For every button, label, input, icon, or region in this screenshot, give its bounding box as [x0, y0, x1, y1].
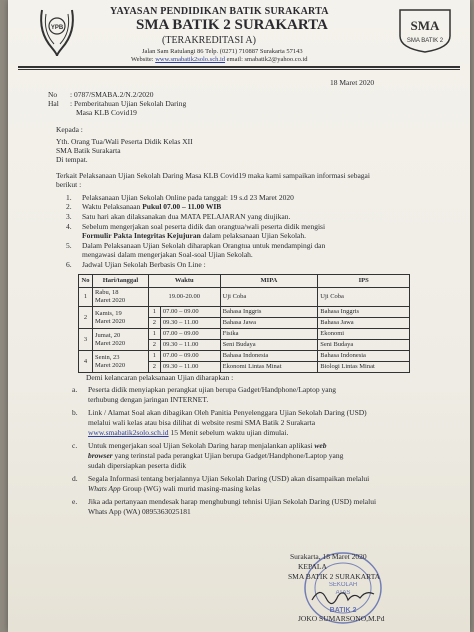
principal-name: JOKO SUMARSONO,M.Pd	[298, 614, 385, 623]
recipient-name: Yth. Orang Tua/Wali Peserta Didik Kelas XII	[56, 137, 193, 146]
table-cell: 07.00 – 09.00	[160, 307, 220, 318]
letter-page	[8, 0, 470, 632]
school-logo-icon	[394, 6, 456, 54]
item-4-number: 4.	[66, 222, 72, 231]
foundation-name: YAYASAN PENDIDIKAN BATIK SURAKARTA	[110, 6, 329, 17]
table-cell: 1	[148, 351, 160, 362]
subject-label: Hal	[48, 99, 59, 108]
foundation-logo-icon	[34, 4, 80, 58]
table-cell: Bahasa Inggris	[318, 307, 410, 318]
table-cell: Ekonomi Lintas Minat	[220, 362, 318, 373]
school-contact: Website: www.smabatik2solo.sch.id email: smabatik2@yahoo.co.id	[131, 56, 308, 63]
table-cell: Bahasa Inggris	[220, 307, 318, 318]
signature-icon	[308, 582, 378, 610]
table-cell: Uji Coba	[220, 288, 318, 307]
table-cell: Kamis, 19 Maret 2020	[92, 307, 148, 329]
point-b-line-1: Link / Alamat Soal akan dibagikan Oleh Panitia Penyelenggara Ujian Sekolah Daring (USD)	[88, 408, 367, 417]
table-cell: Uji Coba	[318, 288, 410, 307]
intro-line-2: berikut :	[56, 180, 82, 189]
table-cell: 2	[79, 307, 93, 329]
table-header: IPS	[318, 275, 410, 288]
point-d-line-2: Whats App Group (WG) wali murid masing-masing kelas	[88, 484, 261, 493]
point-b-line-2: melalui wali kelas atau bisa dilihat di website resmi SMA Batik 2 Surakarta	[88, 418, 316, 427]
table-cell: Jumat, 20 Maret 2020	[92, 329, 148, 351]
table-cell: 4	[79, 351, 93, 373]
svg-text:BATIK 2: BATIK 2	[329, 607, 357, 614]
signature-title-1: KEPALA	[298, 562, 327, 571]
signature-place-date: Surakarta, 18 Maret 2020	[290, 552, 367, 561]
point-a-line-1: Peserta didik menyiapkan perangkat ujian berupa Gadget/Handphone/Laptop yang	[88, 385, 337, 394]
table-row	[79, 307, 410, 318]
item-5-number: 5.	[66, 241, 72, 250]
table-cell: 09.30 – 11.00	[160, 318, 220, 329]
point-b-line-3: www.smabatik2solo.sch.id 15 Menit sebelum waktu ujian dimulai.	[88, 428, 289, 437]
expectations-heading: Demi kelancaran pelaksanaan Ujian diharapkan :	[86, 373, 234, 382]
table-row	[79, 351, 410, 362]
item-4-line-2: Formulir Pakta Integritas Kejujuran dalam pelaksanaan Ujian Sekolah.	[82, 231, 306, 240]
header-rule	[18, 66, 460, 68]
marker-a: a.	[72, 385, 78, 394]
table-cell: Bahasa Jawa	[220, 318, 318, 329]
svg-text:ATAS: ATAS	[335, 590, 351, 596]
table-header-row	[79, 275, 410, 288]
table-cell: Biologi Lintas Minat	[318, 362, 410, 373]
point-a-line-2: terhubung dengan jaringan INTERNET.	[88, 395, 209, 404]
point-d-line-1: Segala Informasi tentang berjalannya Ujian Sekolah Daring (USD) akan disampaikan melalui	[88, 474, 370, 483]
table-cell: 1	[148, 329, 160, 340]
point-e-line-2: Whats App (WA) 0895363025181	[88, 507, 191, 516]
point-c-line-2: browser yang terinstal pada perangkat Ujian berupa Gadget/Handphone/Laptop yang	[88, 451, 344, 460]
svg-text:YPB: YPB	[50, 25, 64, 31]
letter-date: 18 Maret 2020	[330, 78, 375, 87]
table-cell: Seni Budaya	[220, 340, 318, 351]
table-row	[79, 329, 410, 340]
point-c-line-3: sudah dipersiapkan peserta didik	[88, 461, 187, 470]
table-cell: Senin, 23 Maret 2020	[92, 351, 148, 373]
table-cell: 2	[148, 318, 160, 329]
item-4: Sebelum mengerjakan soal peserta didik dan orangtua/wali peserta didik mengisi	[82, 222, 326, 231]
header-rule-thin	[18, 69, 460, 70]
table-cell: Bahasa Indonesia	[318, 351, 410, 362]
table-header: No	[79, 275, 93, 288]
point-e-line-1: Jika ada pertanyaan mendesak harap menghubungi tehnisi Ujian Sekolah Daring (USD) melalui	[88, 497, 377, 506]
item-3: Satu hari akan dilaksanakan dua MATA PELAJARAN yang diujikan.	[82, 212, 291, 221]
intro-line-1: Terkait Pelaksanaan Ujian Sekolah Daring Masa KLB Covid19 maka kami sampaikan informasi sebagai	[56, 171, 370, 180]
number-label: No	[48, 90, 58, 99]
accreditation: (TERAKREDITASI A)	[162, 35, 256, 46]
table-header: Hari/tanggal	[92, 275, 148, 288]
table-cell: 07.00 – 09.00	[160, 351, 220, 362]
item-5: Dalam Pelaksanaan Ujian Sekolah diharapkan Orangtua untuk mendampingi dan	[82, 241, 326, 250]
table-cell: 1	[148, 307, 160, 318]
table-row	[79, 288, 410, 307]
recipient-school: SMA Batik Surakarta	[56, 146, 121, 155]
item-5-line-2: mengawasi dalam mengerjakan Soal-soal Ujian Sekolah.	[82, 250, 253, 259]
table-cell: 2	[148, 362, 160, 373]
table-cell: 3	[79, 329, 93, 351]
table-cell: 19.00-20.00	[148, 288, 220, 307]
table-cell: Ekonomi	[318, 329, 410, 340]
svg-text:SMA: SMA	[410, 18, 440, 33]
table-cell: Bahasa Jawa	[318, 318, 410, 329]
exam-schedule-table	[78, 274, 410, 373]
table-cell: 1	[79, 288, 93, 307]
point-c-line-1: Untuk mengerjakan soal Ujian Sekolah Daring harap menjalankan aplikasi web	[88, 441, 327, 450]
table-cell: 09.30 – 11.00	[160, 362, 220, 373]
school-address: Jalan Sam Ratulangi 86 Telp. (0271) 710887 Surakarta 57143	[142, 48, 303, 55]
subject-value: : Pemberitahuan Ujian Sekolah Daring	[70, 99, 187, 108]
item-1-number: 1.	[66, 193, 72, 202]
table-cell: Bahasa Indonesia	[220, 351, 318, 362]
item-6: Jadwal Ujian Sekolah Berbasis On Line :	[82, 260, 206, 269]
item-2: Waktu Pelaksanaan Pukul 07.00 – 11.00 WIB	[82, 202, 222, 211]
website-link[interactable]: www.smabatik2solo.sch.id	[155, 56, 226, 63]
svg-text:SEKOLAH: SEKOLAH	[328, 582, 358, 588]
table-cell: 2	[148, 340, 160, 351]
marker-b: b.	[72, 408, 78, 417]
website-link[interactable]: www.smabatik2solo.sch.id	[88, 428, 169, 437]
signature-title-2: SMA BATIK 2 SURAKARTA	[288, 572, 381, 581]
item-2-number: 2.	[66, 202, 72, 211]
number-value: : 0787/SMABA.2/N.2/2020	[70, 90, 154, 99]
marker-c: c.	[72, 441, 78, 450]
subject-value-2: Masa KLB Covid19	[76, 108, 137, 117]
item-1: Pelaksanaan Ujian Sekolah Online pada tanggal: 19 s.d 23 Maret 2020	[82, 193, 294, 202]
table-cell: 09.30 – 11.00	[160, 340, 220, 351]
svg-text:SMA BATIK 2: SMA BATIK 2	[406, 38, 444, 44]
table-cell: 07.00 – 09.00	[160, 329, 220, 340]
table-cell: Seni Budaya	[318, 340, 410, 351]
item-3-number: 3.	[66, 212, 72, 221]
school-name: SMA BATIK 2 SURAKARTA	[136, 17, 328, 33]
recipient-heading: Kepada :	[56, 125, 83, 134]
marker-e: e.	[72, 497, 78, 506]
table-cell: Rabu, 18 Maret 2020	[92, 288, 148, 307]
recipient-place: Di tempat.	[56, 155, 88, 164]
table-cell: Fisika	[220, 329, 318, 340]
marker-d: d.	[72, 474, 78, 483]
table-header: MIPA	[220, 275, 318, 288]
item-6-number: 6.	[66, 260, 72, 269]
table-header: Waktu	[148, 275, 220, 288]
